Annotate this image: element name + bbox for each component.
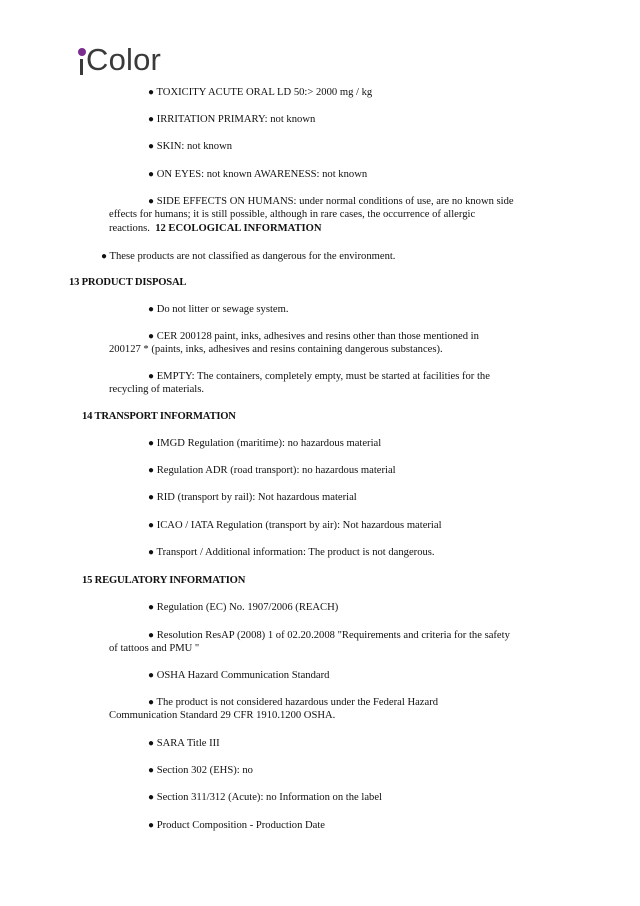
regulatory-item-6: ● Section 302 (EHS): no [148,765,253,776]
disposal-item-2-line2: 200127 * (paints, inks, adhesives and resins containing dangerous substances). [109,344,443,355]
logo-dot [78,48,86,56]
transport-item: ● RID (transport by rail): Not hazardous material [148,492,357,503]
regulatory-item-7: ● Section 311/312 (Acute): no Information on the label [148,792,382,803]
regulatory-item-1: ● Regulation (EC) No. 1907/2006 (REACH) [148,602,339,613]
section-15-heading: 15 REGULATORY INFORMATION [82,575,246,586]
disposal-item-3: ● EMPTY: The containers, completely empty, must be started at facilities for the [148,371,490,382]
logo-wordmark: Color [86,42,162,77]
section-14-heading: 14 TRANSPORT INFORMATION [82,411,236,422]
icolor-logo [77,44,177,78]
toxicity-item: ● TOXICITY ACUTE ORAL LD 50:> 2000 mg / kg [148,87,373,98]
eyes-item: ● ON EYES: not known AWARENESS: not known [148,169,368,180]
ecological-item: ● These products are not classified as dangerous for the environment. [101,251,396,262]
skin-item: ● SKIN: not known [148,141,233,152]
transport-item: ● Regulation ADR (road transport): no hazardous material [148,465,396,476]
disposal-item-3-line2: recycling of materials. [109,384,205,395]
regulatory-item-2-line2: of tattoos and PMU " [109,643,200,654]
transport-item: ● ICAO / IATA Regulation (transport by air): Not hazardous material [148,520,442,531]
irritation-item: ● IRRITATION PRIMARY: not known [148,114,316,125]
regulatory-item-8: ● Product Composition - Production Date [148,820,326,831]
section-13-heading: 13 PRODUCT DISPOSAL [69,277,187,288]
side-effects-line3: reactions. 12 ECOLOGICAL INFORMATION [109,223,322,234]
transport-item: ● Transport / Additional information: The product is not dangerous. [148,547,435,558]
regulatory-item-2: ● Resolution ResAP (2008) 1 of 02.20.2008 "Requirements and criteria for the safety [148,630,510,641]
transport-item: ● IMGD Regulation (maritime): no hazardous material [148,438,382,449]
regulatory-item-3: ● OSHA Hazard Communication Standard [148,670,330,681]
section-12-heading: 12 ECOLOGICAL INFORMATION [155,223,322,234]
regulatory-item-4: ● The product is not considered hazardous under the Federal Hazard [148,697,439,708]
disposal-item-1: ● Do not litter or sewage system. [148,304,289,315]
side-effects-item: ● SIDE EFFECTS ON HUMANS: under normal conditions of use, are no known side [148,196,514,207]
regulatory-item-5: ● SARA Title III [148,738,220,749]
regulatory-item-4-line2: Communication Standard 29 CFR 1910.1200 OSHA. [109,710,336,721]
disposal-item-2: ● CER 200128 paint, inks, adhesives and resins other than those mentioned in [148,331,479,342]
side-effects-line2: effects for humans; it is still possible, although in rare cases, the occurrence of allergic [109,209,476,220]
logo-stem [80,59,83,75]
